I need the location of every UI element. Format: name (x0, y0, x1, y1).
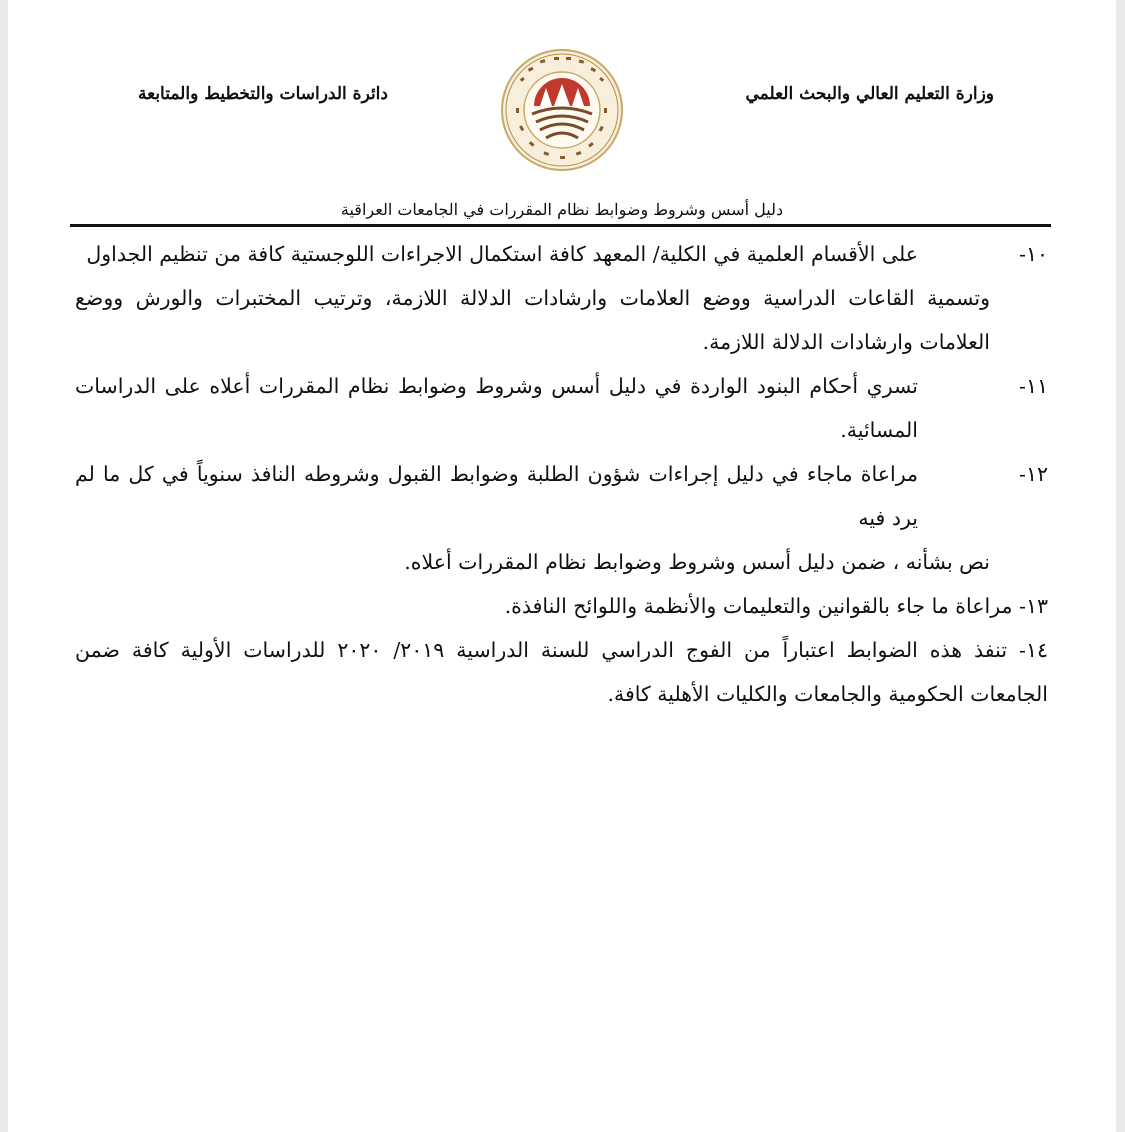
item-first-line: تسري أحكام البنود الواردة في دليل أسس وشروط وضوابط نظام المقررات أعلاه على الدراسات المسائية. (75, 374, 918, 442)
ministry-name: وزارة التعليم العالي والبحث العلمي (745, 84, 994, 104)
list-item-11 (75, 364, 1048, 452)
list-item-14: ١٤- تنفذ هذه الضوابط اعتباراً من الفوج الدراسي للسنة الدراسية ٢٠١٩/ ٢٠٢٠ للدراسات الأولية كافة ضمن الجامعات الحكومية والجامعات والكليات الأهلية كافة. (75, 638, 1048, 706)
ministry-seal-logo (500, 48, 624, 172)
item-number: ١٢- (1019, 462, 1048, 486)
item-first-line: مراعاة ماجاء في دليل إجراءات شؤون الطلبة وضوابط القبول وشروطه النافذ سنوياً في كل ما لم يرد فيه (75, 462, 918, 530)
list-item-10 (75, 232, 1048, 364)
item-continuation: وتسمية القاعات الدراسية ووضع العلامات وارشادات الدلالة اللازمة، وترتيب المختبرات والورش ووضع العلامات وارشادات الدلالة اللازمة. (75, 286, 990, 354)
document-body (75, 232, 1048, 716)
document-page (8, 0, 1116, 1132)
header-divider (70, 224, 1051, 227)
document-title: دليل أسس وشروط وضوابط نظام المقررات في الجامعات العراقية (340, 200, 784, 219)
list-item-12 (75, 452, 1048, 584)
item-number: ١١- (1019, 374, 1048, 398)
item-number: ١٠- (1019, 242, 1048, 266)
department-name: دائرة الدراسات والتخطيط والمتابعة (138, 84, 388, 104)
item-first-line: على الأقسام العلمية في الكلية/ المعهد كافة استكمال الاجراءات اللوجستية كافة من تنظيم الجداول (86, 242, 918, 266)
item-continuation: نص بشأنه ، ضمن دليل أسس وشروط وضوابط نظام المقررات أعلاه. (404, 550, 990, 574)
list-item-13: ١٣- مراعاة ما جاء بالقوانين والتعليمات والأنظمة واللوائح النافذة. (504, 594, 1048, 618)
